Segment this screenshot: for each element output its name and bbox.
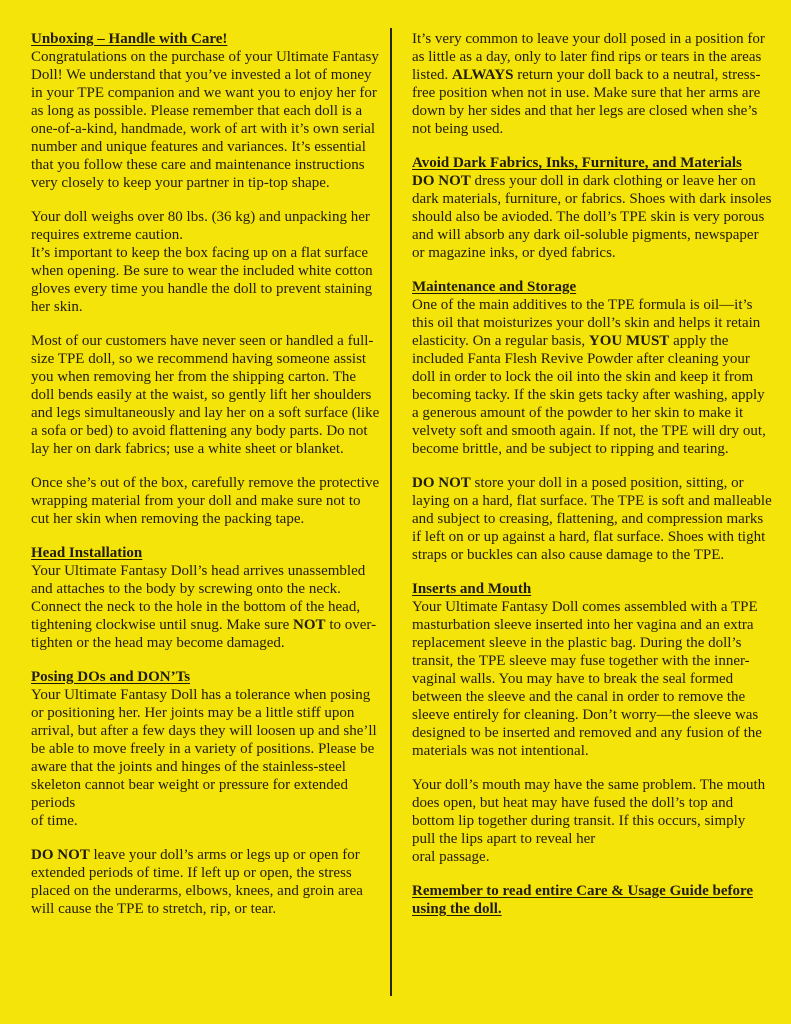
- text-segment: Your Ultimate Fantasy Doll comes assembled with a TPE masturbation sleeve inserted into her vagina and an extra replacement sleeve in the plastic bag. During the doll’s transit, the TPE sleeve may fuse together with the inner-vaginal walls. You may have to break the seal formed between the sleeve and the canal in order to remove the sleeve entirely for cleaning. Don’t worry—the sleeve was designed to be inserted and removed and any fusion of the materials was not intentional.: [412, 599, 762, 759]
- text-segment: return your doll back to a neutral, stress-free position when not in use. Make sure that her arms are down by her sides and that her legs are closed when she’s not being used.: [412, 67, 761, 137]
- paragraph: [31, 846, 381, 918]
- text-segment: leave your doll’s arms or legs up or open for extended periods of time. If left up or open, the stress placed on the underarms, elbows, knees, and groin area will cause the TPE to stretch, rip, or tear.: [31, 847, 363, 917]
- right-column: [412, 30, 772, 918]
- column-divider: [390, 28, 392, 996]
- text-segment: Most of our customers have never seen or handled a full-size TPE doll, so we recommend having someone assist you when removing her from the shipping carton. The doll bends easily at the waist, so gently lift her shoulders and legs simultaneously and lay her on a soft surface (like a sofa or bed) to avoid flattening any body parts. Do not lay her on dark fabrics; use a white sheet or blanket.: [31, 333, 380, 457]
- emphasis-text: DO NOT: [412, 173, 471, 189]
- heading-text: Maintenance and Storage: [412, 279, 577, 295]
- text-segment: dress your doll in dark clothing or leave her on dark materials, furniture, or fabrics. Shoes with dark insoles should also be avioded. The doll’s TPE skin is very porous and will absorb any dark oil-soluble pigments, newspaper or magazine inks, or dyed fabrics.: [412, 173, 772, 261]
- emphasis-text: NOT: [293, 617, 326, 633]
- section-heading: [31, 668, 381, 686]
- section-heading: [412, 580, 772, 598]
- paragraph: [412, 172, 772, 262]
- text-segment: Your doll’s mouth may have the same problem. The mouth does open, but heat may have fused the doll’s top and bottom lip together during transit. If this occurs, simply pull the lips apart to reveal her: [412, 777, 766, 847]
- text-segment: store your doll in a posed position, sitting, or laying on a hard, flat surface. The TPE is soft and malleable and subject to creasing, flattening, and compression marks if left on or up against a hard, flat surface. Shoes with tight straps or buckles can also cause damage to the TPE.: [412, 475, 772, 563]
- text-segment: Your Ultimate Fantasy Doll’s head arrives unassembled and attaches to the body by screwing onto the neck. Connect the neck to the hole in the bottom of the head, tightening clockwise until snug. Make sure: [31, 563, 366, 633]
- section-heading: [412, 278, 772, 296]
- text-segment: Your doll weighs over 80 lbs. (36 kg) and unpacking her requires extreme caution.: [31, 209, 370, 243]
- text-segment: Your Ultimate Fantasy Doll has a tolerance when posing or positioning her. Her joints may be a little stiff upon arrival, but after a few days they will loosen up and she’ll be able to move freely in a variety of positions. Please be aware that the joints and hinges of the stainless-steel skeleton cannot bear weight or pressure for extended periods: [31, 687, 377, 811]
- paragraph: [412, 598, 772, 760]
- heading-text: Remember to read entire Care & Usage Guide before using the doll.: [412, 883, 754, 917]
- section-heading: [31, 30, 381, 48]
- text-segment: of time.: [31, 813, 78, 829]
- heading-text: Inserts and Mouth: [412, 581, 532, 597]
- left-column: [31, 30, 381, 918]
- heading-text: Unboxing – Handle with Care!: [31, 31, 228, 47]
- section-heading: [31, 544, 381, 562]
- paragraph: [412, 296, 772, 458]
- paragraph: [412, 30, 772, 138]
- heading-text: Head Installation: [31, 545, 143, 561]
- paragraph: [31, 686, 381, 830]
- section-heading: [412, 154, 772, 172]
- text-segment: to over-tighten or the head may become damaged.: [31, 617, 377, 651]
- emphasis-text: DO NOT: [412, 475, 471, 491]
- emphasis-text: YOU MUST: [588, 333, 670, 349]
- text-segment: Once she’s out of the box, carefully remove the protective wrapping material from your doll and make sure not to cut her skin when removing the packing tape.: [31, 475, 380, 527]
- emphasis-text: ALWAYS: [452, 67, 514, 83]
- heading-text: Avoid Dark Fabrics, Inks, Furniture, and Materials: [412, 155, 742, 171]
- paragraph: [31, 474, 381, 528]
- text-segment: oral passage.: [412, 849, 490, 865]
- paragraph: [31, 332, 381, 458]
- text-segment: It’s important to keep the box facing up on a flat surface when opening. Be sure to wear the included white cotton gloves every time you handle the doll to prevent staining her skin.: [31, 245, 373, 315]
- text-segment: One of the main additives to the TPE formula is oil—it’s this oil that moisturizes your doll’s skin and helps it retain elasticity. On a regular basis,: [412, 297, 761, 349]
- emphasis-text: DO NOT: [31, 847, 90, 863]
- heading-text: Posing DOs and DON’Ts: [31, 669, 191, 685]
- section-heading: [412, 882, 772, 918]
- paragraph: [31, 208, 381, 316]
- text-segment: apply the included Fanta Flesh Revive Powder after cleaning your doll in order to lock the oil into the skin and keep it from becoming tacky. If the skin gets tacky after washing, apply a generous amount of the powder to her skin to make it velvety soft and smooth again. If not, the TPE will dry out, become brittle, and be subject to ripping and tearing.: [412, 333, 766, 457]
- text-segment: Congratulations on the purchase of your Ultimate Fantasy Doll! We understand that you’ve invested a lot of money in your TPE companion and we want you to enjoy her for as long as possible. Please remember that each doll is a one-of-a-kind, handmade, work of art with it’s own serial number and unique features and variances. It’s essential that you follow these care and maintenance instructions very closely to keep your partner in tip-top shape.: [31, 49, 379, 191]
- paragraph: [31, 48, 381, 192]
- paragraph: [412, 776, 772, 866]
- paragraph: [31, 562, 381, 652]
- paragraph: [412, 474, 772, 564]
- text-segment: It’s very common to leave your doll posed in a position for as little as a day, only to later find rips or tears in the areas listed.: [412, 31, 765, 83]
